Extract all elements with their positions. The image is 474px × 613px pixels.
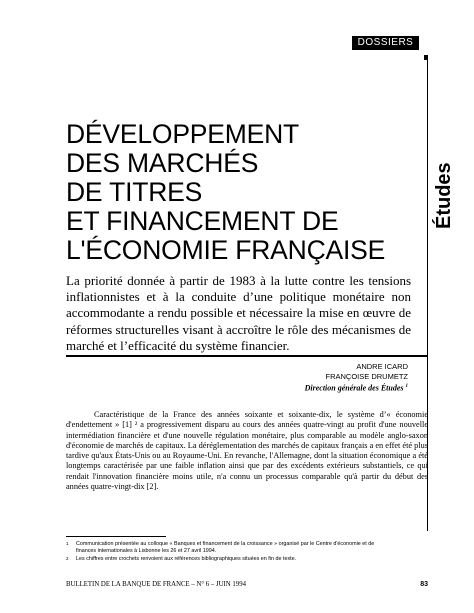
author-name: ANDRE ICARD xyxy=(356,362,408,371)
footnote-ref: 1 xyxy=(405,384,408,389)
footnote xyxy=(66,541,386,555)
footnotes xyxy=(66,541,386,564)
lead-paragraph: La priorité donnée à partir de 1983 à la lutte contre les tensions inflationnistes et à la conduite d’une politique monétaire non accommodante a rendu possible et nécessaire la mise en œuvre de réformes structurelles visant à accroître le rôle des mécanismes de marché et l’efficacité du système financier. xyxy=(66,273,411,353)
footer-publication: BULLETIN DE LA BANQUE DE FRANCE – N° 6 – JUIN 1994 xyxy=(66,581,246,588)
author-affiliation xyxy=(158,382,408,394)
title-line: L'ÉCONOMIE FRANÇAISE xyxy=(66,235,386,265)
side-label: Études xyxy=(433,162,455,230)
footnote xyxy=(66,556,386,563)
title-line: DÉVELOPPEMENT xyxy=(66,119,300,149)
page-footer xyxy=(66,580,428,590)
page-number: 83 xyxy=(420,581,428,588)
footnote-rule xyxy=(66,536,166,537)
affiliation-text: Direction générale des Études xyxy=(304,383,404,393)
author-name: FRANÇOISE DRUMETZ xyxy=(325,372,408,381)
body-paragraph: Caractéristique de la France des années soixante et soixante-dix, le système d’« économie d'endettement » [1] ² a progressivement disparu au cours des années quatre-vingt au profit d'une nouvelle intermédiation financière et d'une nouvelle régulation monétaire, plus comparable au modèle anglo-saxon d'économie de marchés de capitaux. La déréglementation des marchés de capitaux français a en effet été plus tardive qu'aux États-Unis ou au Royaume-Uni. En revanche, l'Allemagne, dont la situation économique a été longtemps caractérisée par une faible inflation ainsi que par des excédents extérieurs substantiels, ce qui rendait l'innovation financière moins utile, n'a connu un processus comparable qu'à partir du début des années quatre-vingt-dix [2]. xyxy=(66,410,428,492)
footnote-number: 1 xyxy=(66,541,69,546)
lead-rule xyxy=(66,355,428,357)
title-line: ET FINANCEMENT DE xyxy=(66,206,339,236)
footnote-text: Communication présentée au colloque « Banques et financement de la croissance » organisé par le Centre d'économie et de finances internationales à Lisbonne les 26 et 27 avril 1994. xyxy=(76,541,375,554)
title-line: DES MARCHÉS xyxy=(66,148,259,178)
footnote-number: 2 xyxy=(66,556,69,561)
author-block xyxy=(158,362,408,394)
section-badge: DOSSIERS xyxy=(352,36,419,50)
footnote-text: Les chiffres entre crochets renvoient aux références bibliographiques situées en fin de texte. xyxy=(76,556,297,562)
article-title xyxy=(66,120,416,265)
title-line: DE TITRES xyxy=(66,177,203,207)
